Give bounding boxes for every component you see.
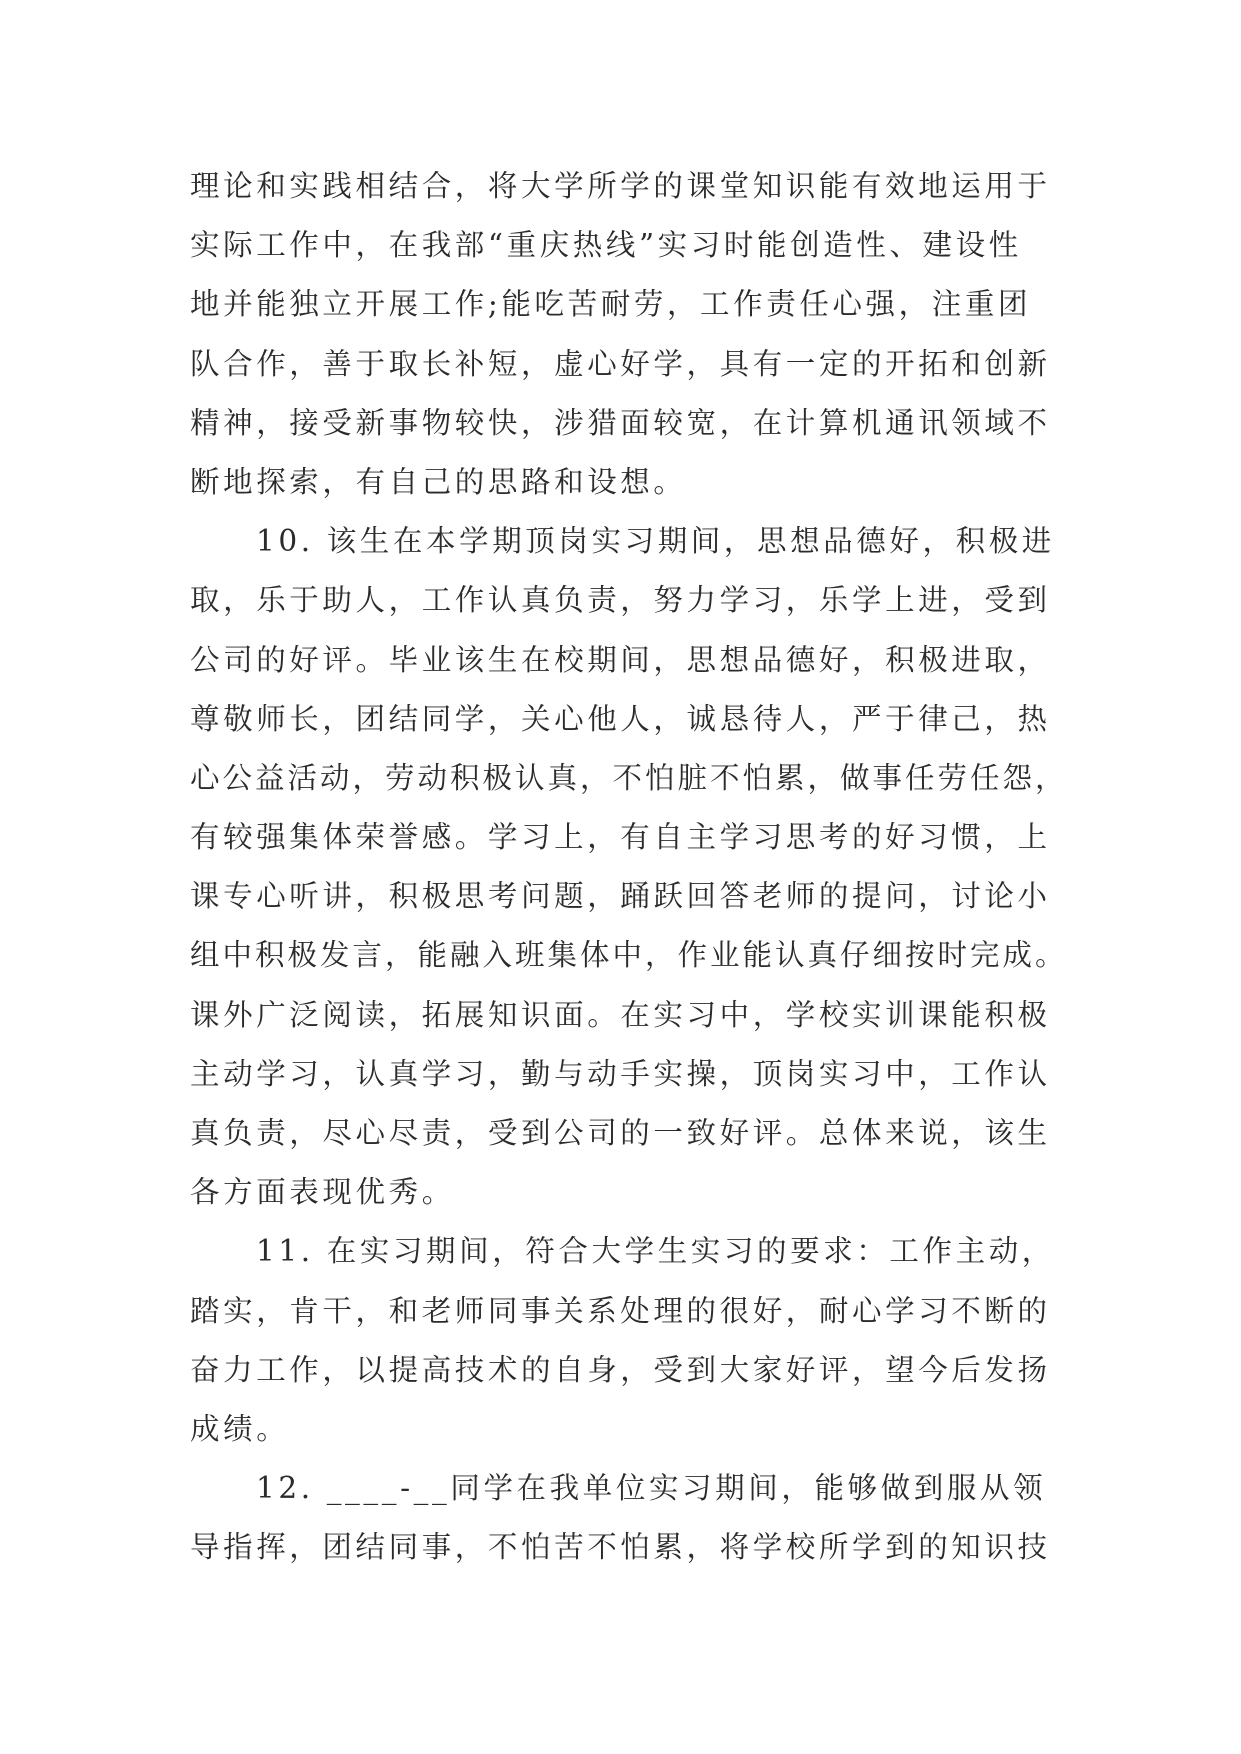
text-line: 理论和实践相结合，将大学所学的课堂知识能有效地运用于 xyxy=(190,169,1051,203)
text-line: 实际工作中，在我部“重庆热线”实习时能创造性、建设性 xyxy=(190,228,1022,263)
text-line: 真负责，尽心尽责，受到公司的一致好评。总体来说，该生 xyxy=(190,1116,1051,1150)
text-line: 组中积极发言，能融入班集体中，作业能认真仔细按时完成。 xyxy=(190,938,1068,973)
text-line: 公司的好评。毕业该生在校期间，思想品德好，积极进取， xyxy=(190,642,1051,677)
text-line: 12. ____-__同学在我单位实习期间，能够做到服从领 xyxy=(256,1471,1047,1506)
text-line: 成绩。 xyxy=(190,1411,290,1446)
document-body xyxy=(190,157,1068,1578)
text-line: 奋力工作，以提高技术的自身，受到大家好评，望今后发扬 xyxy=(190,1352,1051,1387)
text-line: 队合作，善于取长补短，虚心好学，具有一定的开拓和创新 xyxy=(190,346,1051,381)
text-line: 断地探索，有自己的思路和设想。 xyxy=(190,464,687,499)
text-line: 各方面表现优秀。 xyxy=(190,1175,455,1210)
text-line: 踏实，肯干，和老师同事关系处理的很好，耐心学习不断的 xyxy=(190,1293,1051,1328)
text-line: 导指挥，团结同事，不怕苦不怕累，将学校所学到的知识技 xyxy=(190,1530,1051,1565)
text-line: 课专心听讲，积极思考问题，踊跃回答老师的提问，讨论小 xyxy=(190,879,1051,914)
text-line: 心公益活动，劳动积极认真，不怕脏不怕累，做事任劳任怨， xyxy=(190,760,1068,795)
text-line: 取，乐于助人，工作认真负责，努力学习，乐学上进，受到 xyxy=(190,583,1051,618)
text-line: 尊敬师长，团结同学，关心他人，诚恳待人，严于律己，热 xyxy=(190,701,1051,736)
text-line: 地并能独立开展工作;能吃苦耐劳，工作责任心强，注重团 xyxy=(190,287,1032,322)
text-line: 10. 该生在本学期顶岗实习期间，思想品德好，积极进 xyxy=(256,524,1055,559)
text-line: 有较强集体荣誉感。学习上，有自主学习思考的好习惯，上 xyxy=(190,820,1051,855)
text-line: 课外广泛阅读，拓展知识面。在实习中，学校实训课能积极 xyxy=(190,997,1051,1032)
text-line: 精神，接受新事物较快，涉猎面较宽，在计算机通讯领域不 xyxy=(190,405,1051,440)
text-line: 主动学习，认真学习，勤与动手实操，顶岗实习中，工作认 xyxy=(190,1056,1051,1091)
text-line: 11. 在实习期间，符合大学生实习的要求：工作主动， xyxy=(256,1234,1055,1269)
